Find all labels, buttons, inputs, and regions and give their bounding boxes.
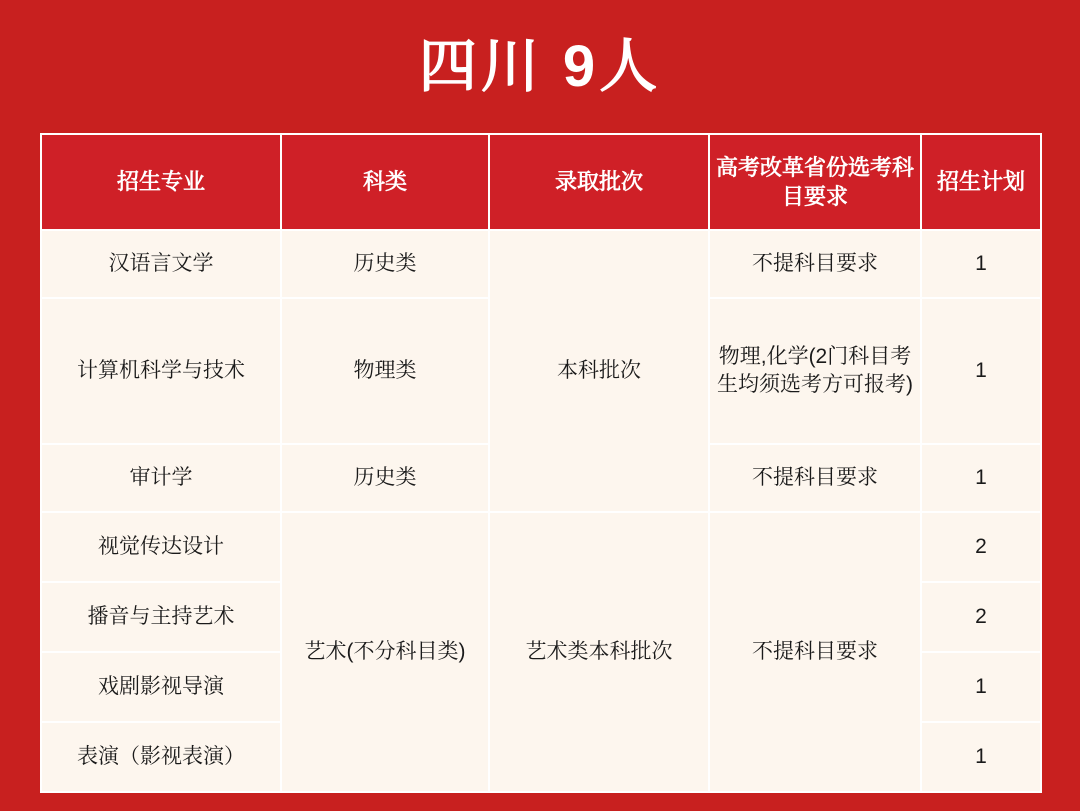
column-header-batch: 录取批次	[489, 134, 709, 230]
cell-major: 播音与主持艺术	[41, 582, 281, 652]
cell-category: 艺术(不分科目类)	[281, 512, 489, 792]
cell-plan-count: 1	[921, 298, 1041, 444]
cell-category: 历史类	[281, 230, 489, 298]
column-header-subject-requirement: 高考改革省份选考科目要求	[709, 134, 921, 230]
cell-batch: 本科批次	[489, 230, 709, 512]
cell-major: 审计学	[41, 444, 281, 512]
cell-requirement: 不提科目要求	[709, 444, 921, 512]
enrollment-plan-table	[40, 133, 1042, 793]
column-header-plan-count: 招生计划	[921, 134, 1041, 230]
cell-category: 物理类	[281, 298, 489, 444]
cell-major: 表演（影视表演）	[41, 722, 281, 792]
cell-major: 计算机科学与技术	[41, 298, 281, 444]
cell-requirement: 物理,化学(2门科目考生均须选考方可报考)	[709, 298, 921, 444]
cell-major: 戏剧影视导演	[41, 652, 281, 722]
cell-plan-count: 1	[921, 230, 1041, 298]
table-header	[41, 134, 1041, 230]
cell-major: 汉语言文学	[41, 230, 281, 298]
table-body	[41, 230, 1041, 792]
table-row	[41, 512, 1041, 582]
table-header-row	[41, 134, 1041, 230]
column-header-major: 招生专业	[41, 134, 281, 230]
enrollment-table-wrapper	[40, 133, 1040, 793]
cell-requirement: 不提科目要求	[709, 512, 921, 792]
cell-plan-count: 1	[921, 444, 1041, 512]
cell-plan-count: 1	[921, 722, 1041, 792]
cell-plan-count: 1	[921, 652, 1041, 722]
cell-plan-count: 2	[921, 512, 1041, 582]
cell-category: 历史类	[281, 444, 489, 512]
page-title-bar	[0, 0, 1080, 122]
cell-plan-count: 2	[921, 582, 1041, 652]
column-header-category: 科类	[281, 134, 489, 230]
cell-batch: 艺术类本科批次	[489, 512, 709, 792]
table-row	[41, 230, 1041, 298]
cell-major: 视觉传达设计	[41, 512, 281, 582]
page-title: 四川 9人	[418, 34, 662, 99]
cell-requirement: 不提科目要求	[709, 230, 921, 298]
